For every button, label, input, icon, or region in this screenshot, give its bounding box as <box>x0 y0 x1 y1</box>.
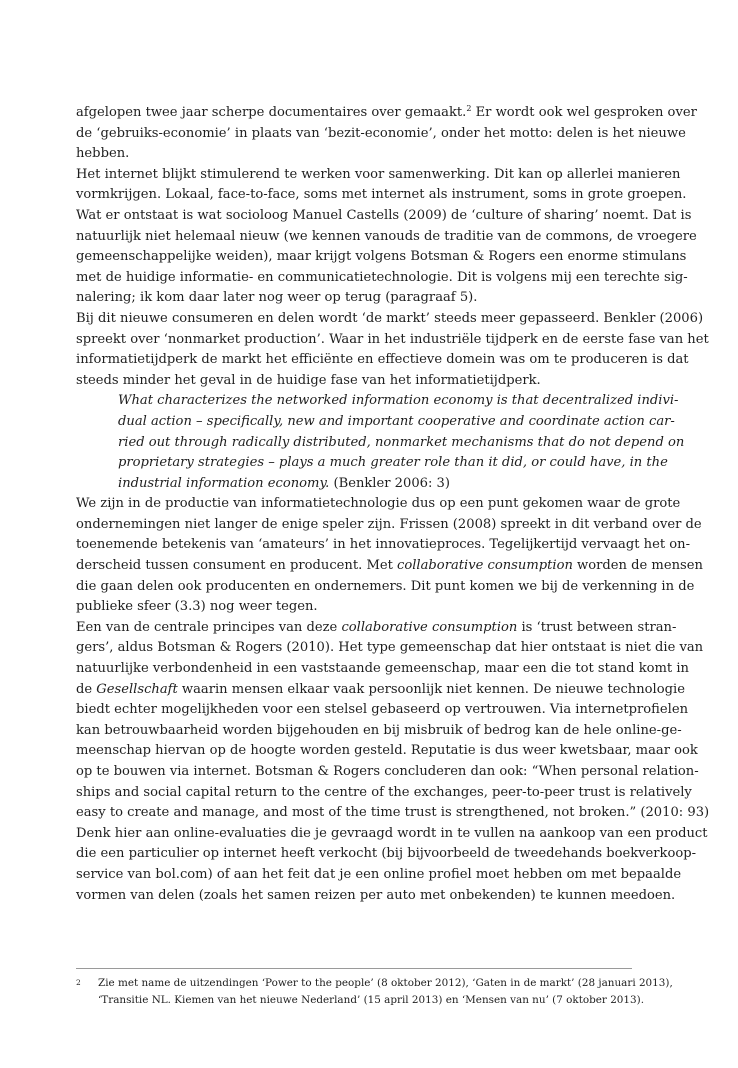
quote-line <box>76 474 632 495</box>
text-line: de ‘gebruiks-economie’ in plaats van ‘bezit-economie’, onder het motto: delen is het nieuwe <box>76 125 686 141</box>
text-line: Denk hier aan online-evaluaties die je gevraagd wordt in te vullen na aankoop van een product <box>76 825 708 841</box>
text-fragment: afgelopen twee jaar scherpe documentaires over gemaakt. <box>76 105 467 120</box>
text-line: steeds minder het geval in de huidige fase van het informatietijdperk. <box>76 372 541 388</box>
text-line: gemeenschappelijke weiden), maar krijgt volgens Botsman & Rogers een enorme stimulans <box>76 249 687 265</box>
paragraph-1 <box>76 103 697 165</box>
text-line: met de huidige informatie- en communicatietechnologie. Dit is volgens mij een terechte sig- <box>76 269 688 285</box>
text-line: hebben. <box>76 146 130 162</box>
paragraph-4 <box>76 494 703 618</box>
text-line: service van bol.com) of aan het feit dat je een online profiel moet hebben om met bepaalde <box>76 866 682 882</box>
text-line: ondernemingen niet langer de enige speler zijn. Frissen (2008) spreekt in dit verband over de <box>76 516 702 532</box>
text-line: toenemende betekenis van ‘amateurs’ in het innovatieproces. Tegelijkertijd vervaagt het on- <box>76 537 690 553</box>
block-quote <box>76 391 685 494</box>
text-fragment: de <box>76 681 97 697</box>
text-fragment: Er wordt ook wel gesproken over <box>471 105 697 120</box>
page-body <box>76 103 710 906</box>
footnote-line: ‘Transitie NL. Kiemen van het nieuwe Nederland’ (15 april 2013) en ‘Mensen van nu’ (7 oktober 2013). <box>98 994 644 1006</box>
text-fragment: waarin mensen elkaar vaak persoonlijk niet kennen. De nieuwe technologie <box>177 681 685 697</box>
text-line: ships and social capital return to the centre of the exchanges, peer-to-peer trust is relatively <box>76 784 692 800</box>
text-fragment: worden de mensen <box>572 558 703 574</box>
text-line: Het internet blijkt stimulerend te werken voor samenwerking. Dit kan op allerlei manieren <box>76 166 681 182</box>
footnote-line: Zie met name de uitzendingen ‘Power to the people’ (8 oktober 2012), ‘Gaten in de markt’ (28 januari 2013), <box>98 977 673 989</box>
text-line: publieke sfeer (3.3) nog weer tegen. <box>76 599 318 615</box>
paragraph-6 <box>76 824 708 906</box>
text-line: die een particulier op internet heeft verkocht (bij bijvoorbeeld de tweedehands boekverkoop- <box>76 846 697 862</box>
text-fragment: Een van de centrale principes van deze <box>76 619 342 635</box>
quote-text: industrial information economy. <box>118 475 330 491</box>
text-line: biedt echter mogelijkheden voor een stelsel gebaseerd op vertrouwen. Via internetprofielen <box>76 702 689 718</box>
text-line: kan betrouwbaarheid worden bijgehouden en bij misbruik of bedrog kan de hele online-ge- <box>76 722 682 738</box>
paragraph-3 <box>76 309 709 391</box>
text-fragment: is ‘trust between stran- <box>517 619 677 635</box>
text-line: We zijn in de productie van informatietechnologie dus op een punt gekomen waar de grote <box>76 496 681 512</box>
text-line: op te bouwen via internet. Botsman & Rogers concluderen dan ook: “When personal relation- <box>76 764 699 779</box>
quote-line: proprietary strategies – plays a much greater role than it did, or could have, in the <box>118 455 668 471</box>
text-line <box>76 103 697 124</box>
paragraph-5 <box>76 618 710 824</box>
text-line: die gaan delen ook producenten en ondernemers. Dit punt komen we bij de verkenning in de <box>76 578 695 594</box>
text-line <box>76 618 677 639</box>
text-line: gers’, aldus Botsman & Rogers (2010). Het type gemeenschap dat hier ontstaat is niet die van <box>76 640 704 656</box>
footnote-divider <box>76 968 632 969</box>
text-line <box>76 680 685 701</box>
text-line: Wat er ontstaat is wat socioloog Manuel Castells (2009) de ‘culture of sharing’ noemt. Dat is <box>76 207 692 223</box>
footnote-number: 2 <box>76 978 81 987</box>
text-line: Bij dit nieuwe consumeren en delen wordt ‘de markt’ steeds meer gepasseerd. Benkler (2006) <box>76 310 704 326</box>
footnote-ref[interactable]: 2 <box>466 104 472 113</box>
text-line: natuurlijk niet helemaal nieuw (we kennen vanouds de traditie van de commons, de vroegere <box>76 228 697 244</box>
text-line: vormen van delen (zoals het samen reizen per auto met onbekenden) te kunnen meedoen. <box>76 887 676 903</box>
quote-line: ried out through radically distributed, nonmarket mechanisms that do not depend on <box>118 434 685 450</box>
footnote <box>76 975 673 1009</box>
paragraph-2 <box>76 165 697 309</box>
text-line: vormkrijgen. Lokaal, face-to-face, soms met internet als instrument, soms in grote groepen. <box>76 187 687 203</box>
emphasis: Gesellschaft <box>96 681 178 697</box>
text-line: spreekt over ‘nonmarket production’. Waar in het industriële tijdperk en de eerste fase van het <box>76 331 709 347</box>
text-line: informatietijdperk de markt het efficiënte en effectieve domein was om te produceren is dat <box>76 352 689 368</box>
text-line: meenschap hiervan op de hoogte worden gesteld. Reputatie is dus weer kwetsbaar, maar ook <box>76 743 698 759</box>
quote-line: What characterizes the networked information economy is that decentralized indivi- <box>118 393 679 409</box>
quote-citation: (Benkler 2006: 3) <box>329 475 450 491</box>
text-line: easy to create and manage, and most of the time trust is strengthened, not broken.” (2010: 93) <box>76 805 710 821</box>
text-line: nalering; ik kom daar later nog weer op terug (paragraaf 5). <box>76 290 478 306</box>
quote-line: dual action – specifically, new and important cooperative and coordinate action car- <box>118 413 675 429</box>
text-line <box>76 556 703 577</box>
emphasis: collaborative consumption <box>397 558 573 574</box>
emphasis: collaborative consumption <box>341 619 518 635</box>
text-line: natuurlijke verbondenheid in een vaststaande gemeenschap, maar een die tot stand komt in <box>76 661 689 677</box>
text-fragment: derscheid tussen consument en producent. Met <box>76 558 398 574</box>
